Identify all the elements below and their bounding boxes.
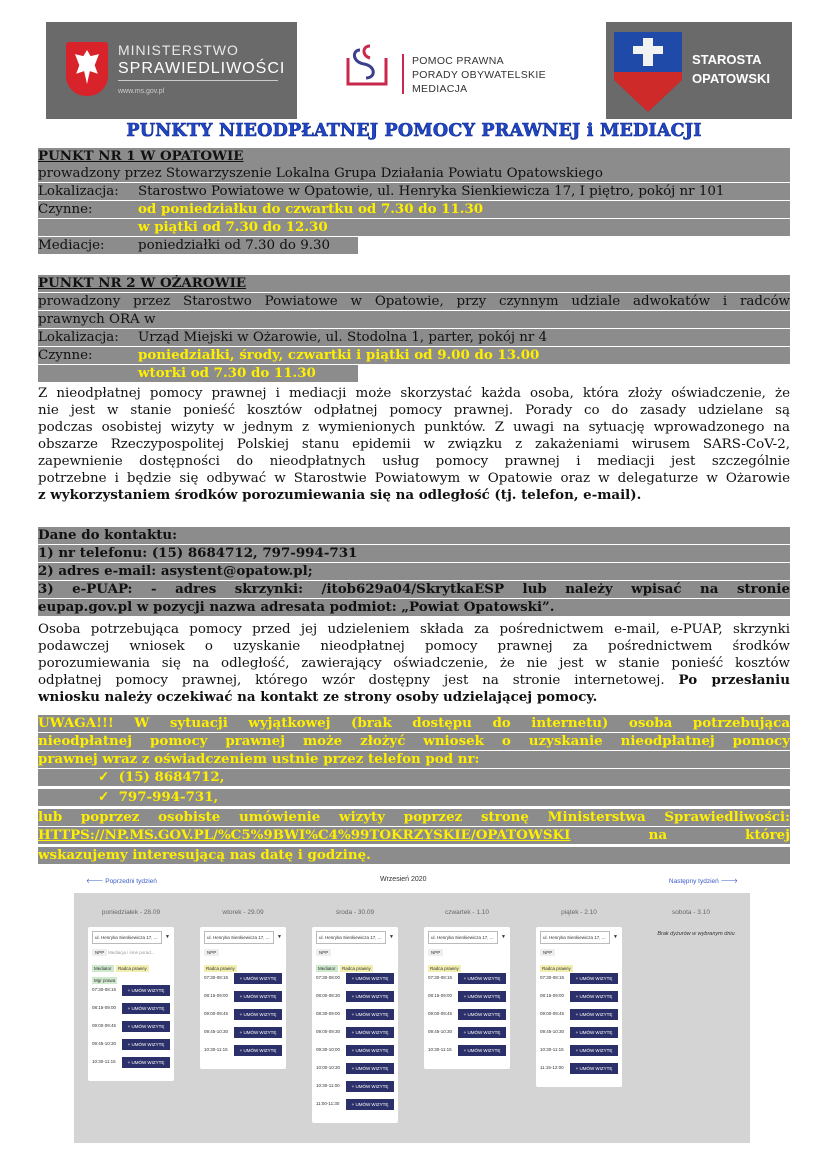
next-week-link[interactable]: Następny tydzień 🡒 (668, 878, 738, 885)
point1-mediation-row (38, 237, 358, 254)
contact-phone: 1) nr telefonu: (15) 8684712, 797-994-731 (38, 545, 790, 562)
npp-badge: NPP (92, 949, 107, 956)
starosta-line2: OPATOWSKI (692, 71, 770, 86)
warning-after-link: na której (648, 827, 790, 843)
time-slot: 09:00-09:45 (92, 1023, 117, 1028)
starosta-line1: STAROSTA (692, 52, 762, 67)
point1-open-label: Czynne: (38, 202, 93, 217)
warning-line-3: prawnej wraz z oświadczeniem ustnie przez telefon pod nr: (38, 751, 790, 768)
time-slot: 10:30-11:15 (428, 1047, 452, 1052)
point1-location-label: Lokalizacja: (38, 184, 119, 199)
book-visit-button[interactable]: + UMÓW WIZYTĘ (570, 1027, 618, 1038)
request-paragraph (38, 621, 790, 706)
legal-aid-line3: MEDIACJA (412, 83, 468, 95)
book-visit-button[interactable]: + UMÓW WIZYTĘ (458, 1027, 506, 1038)
time-slot: 09:30-10:00 (316, 1047, 341, 1052)
point2-open-2: wtorki od 7.30 do 11.30 (138, 365, 316, 381)
book-visit-button[interactable]: + UMÓW WIZYTĘ (346, 1009, 394, 1020)
time-slot: 11:00-11:30 (316, 1101, 340, 1106)
legal-aid-section-icon (342, 40, 392, 90)
warning-phone-2-text: 797-994-731, (118, 789, 219, 805)
book-visit-button[interactable]: + UMÓW WIZYTĘ (234, 1045, 282, 1056)
ministry-name-line2: SPRAWIEDLIWOŚCI (118, 60, 286, 77)
day-name: czwartek - 1.10 (444, 909, 490, 916)
time-slot: 07:30-08:15 (204, 975, 229, 980)
info-line: nie jest w stanie ponieść kosztów odpłatnej pomocy prawnej. Porady co do zasady udzielane są (38, 403, 790, 418)
point2-location-label: Lokalizacja: (38, 330, 119, 345)
time-slot: 09:45-10:30 (428, 1029, 453, 1034)
time-slot: 08:15-09:00 (92, 1005, 117, 1010)
chevron-down-icon[interactable]: ▼ (613, 934, 618, 940)
eagle-emblem-icon (66, 42, 108, 96)
role-tag: Radca prawny (342, 966, 371, 971)
request-line: Osoba potrzebująca pomocy przed jej udzieleniem składa za pośrednictwem e-mail, e-PUAP, skrzynki (38, 622, 790, 637)
book-visit-button[interactable]: + UMÓW WIZYTĘ (122, 1057, 170, 1068)
calendar-header (74, 869, 750, 894)
time-slot: 09:00-09:45 (540, 1011, 565, 1016)
day-name: piątek - 2.10 (561, 909, 597, 916)
book-visit-button[interactable]: + UMÓW WIZYTĘ (570, 991, 618, 1002)
day-name: środa - 30.09 (335, 909, 375, 916)
time-slot: 09:00-09:45 (204, 1011, 229, 1016)
chevron-down-icon[interactable]: ▼ (165, 934, 170, 940)
time-slot: 09:00-09:30 (316, 1029, 341, 1034)
book-visit-button[interactable]: + UMÓW WIZYTĘ (346, 991, 394, 1002)
point2-run-by-2: prawnych ORA w (38, 311, 790, 328)
legal-aid-text (412, 54, 546, 96)
point1-location: Starostwo Powiatowe w Opatowie, ul. Henryka Sienkiewicza 17, I piętro, pokój nr 101 (138, 184, 725, 199)
legal-aid-logo (336, 36, 586, 106)
role-tag: Radca prawny (118, 966, 147, 971)
point1-open-2: w piątki od 7.30 do 12.30 (138, 219, 328, 235)
point2-run-by-1: prowadzony przez Starostwo Powiatowe w Opatowie, przy czynnym udziale adwokatów i radców (38, 294, 790, 309)
contact-epuap-1: 3) e-PUAP: - adres skrzynki: /itob629a04/SkrytkaESP lub należy wpisać na stronie (38, 581, 790, 597)
info-line: potrzebne i będzie się odbywać w Starostwie Powiatowym w Opatowie oraz w delegaturze w Ożarowie (38, 471, 790, 486)
coat-of-arms-icon (614, 32, 682, 112)
ministry-name-line1: MINISTERSTWO (118, 42, 239, 58)
book-visit-button[interactable]: + UMÓW WIZYTĘ (122, 1003, 170, 1014)
book-visit-button[interactable]: + UMÓW WIZYTĘ (122, 1021, 170, 1032)
check-icon: ✓ (98, 789, 110, 805)
role-tag: Radca prawny (430, 966, 459, 971)
chevron-down-icon[interactable]: ▼ (277, 934, 282, 940)
time-slot: 08:15-09:00 (204, 993, 229, 998)
book-visit-button[interactable]: + UMÓW WIZYTĘ (234, 1009, 282, 1020)
booking-calendar (74, 869, 750, 1143)
time-slot: 10:30-11:15 (204, 1047, 228, 1052)
page-title: PUNKTY NIEODPŁATNEJ POMOCY PRAWNEJ i MEDIACJI (126, 121, 702, 141)
legal-aid-line2: PORADY OBYWATELSKIE (412, 69, 546, 81)
role-tag: Mediator (318, 966, 336, 971)
npp-badge: NPP (540, 949, 555, 956)
role-tag: Mgr prawa (94, 978, 116, 983)
info-line: zapewnienie dostępności do nieodpłatnych usług pomocy prawnej i mediacji jest szczególnie (38, 454, 790, 469)
warning-phone-1 (38, 769, 790, 786)
time-slot: 09:00-09:45 (428, 1011, 453, 1016)
no-duty-message: Brak dyżurów w wybranym dniu (657, 931, 735, 937)
book-visit-button[interactable]: + UMÓW WIZYTĘ (234, 991, 282, 1002)
location-select[interactable]: ul. Henryka Sienkiewicza 17, ... (428, 931, 498, 944)
point2-open-row (38, 347, 790, 364)
day-name: wtorek - 29.09 (222, 909, 264, 916)
time-slot: 10:30-11:15 (540, 1047, 564, 1052)
time-slot: 11:15-12:00 (540, 1065, 564, 1070)
legal-aid-divider (402, 54, 404, 94)
location-select[interactable]: ul. Henryka Sienkiewicza 17, ... (204, 931, 274, 944)
time-slot: 09:45-10:30 (540, 1029, 565, 1034)
ministry-divider (118, 80, 278, 81)
warning-line-4: lub poprzez osobiste umówienie wizyty poprzez stronę Ministerstwa Sprawiedliwości: (38, 809, 790, 825)
request-line: porozumiewania się na odległość, zawierający oświadczenie, że nie jest w stanie ponieść kosztów (38, 656, 790, 671)
point1-heading: PUNKT NR 1 W OPATOWIE (38, 148, 790, 165)
ministry-url: www.ms.gov.pl (118, 88, 165, 95)
point1-open-1: od poniedziałku do czwartku od 7.30 do 11.30 (138, 201, 484, 217)
warning-line-2: nieodpłatnej pomocy prawnej może złożyć wniosek o uzyskanie nieodpłatnej pomocy (38, 733, 790, 749)
legal-aid-line1: POMOC PRAWNA (412, 55, 504, 67)
point1-open-row (38, 201, 790, 218)
request-line-bold: wniosku należy oczekiwać na kontakt ze strony osoby udzielającej pomocy. (38, 689, 598, 705)
contact-epuap-2: eupap.gov.pl w pozycji nazwa adresata podmiot: „Powiat Opatowski”. (38, 599, 790, 616)
location-select[interactable]: ul. Henryka Sienkiewicza 17, ... (540, 931, 610, 944)
starosta-logo (606, 22, 792, 119)
point1-location-row (38, 183, 790, 200)
contact-email: 2) adres e-mail: asystent@opatow.pl; (38, 563, 790, 580)
warning-phone-2 (38, 789, 790, 806)
warning-phone-1-text: (15) 8684712, (118, 769, 225, 785)
info-line: podczas osobistej wizyty w jednym z wymienionych punktów. Z uwagi na sytuację wprowadzonego na (38, 420, 790, 435)
point2-heading: PUNKT NR 2 W OŻAROWIE (38, 275, 790, 292)
service-filter[interactable]: Mediacja i inne porad... (108, 950, 155, 955)
warning-line-1: UWAGA!!! W sytuacji wyjątkowej (brak dostępu do internetu) osoba potrzebująca (38, 715, 790, 731)
point1-open-row-2 (38, 219, 790, 236)
day-card (88, 927, 174, 1081)
day-name: sobota - 3.10 (672, 909, 710, 916)
book-visit-button[interactable]: + UMÓW WIZYTĘ (458, 991, 506, 1002)
request-line: odpłatnej pomocy prawnej, którego wzór dostępny jest na stronie internetowej. Po przesłaniu (38, 672, 790, 688)
time-slot: 07:30-08:15 (428, 975, 453, 980)
prev-week-link[interactable]: 🡐 Poprzedni tydzień (86, 878, 157, 885)
calendar-month: Wrzesień 2020 (380, 876, 427, 883)
book-visit-button[interactable]: + UMÓW WIZYTĘ (346, 973, 394, 984)
location-select[interactable]: ul. Henryka Sienkiewicza 17, ... (92, 931, 162, 944)
info-line: Z nieodpłatnej pomocy prawnej i mediacji może skorzystać każda osoba, która złoży oświadczenie, że (38, 386, 790, 401)
time-slot: 07:30-08:15 (540, 975, 565, 980)
time-slot: 08:15-09:00 (428, 993, 453, 998)
chevron-down-icon[interactable]: ▼ (389, 934, 394, 940)
check-icon: ✓ (98, 769, 110, 785)
role-tag: Mediator (94, 966, 112, 971)
info-paragraph (38, 385, 790, 504)
role-tag: Radca prawny (542, 966, 571, 971)
warning-line-6: wskazujemy interesującą nas datę i godzinę. (38, 847, 790, 864)
starosta-text (692, 50, 770, 88)
point1-run-by: prowadzony przez Stowarzyszenie Lokalna Grupa Działania Powiatu Opatowskiego (38, 165, 790, 182)
day-card (536, 927, 622, 1087)
book-visit-button[interactable]: + UMÓW WIZYTĘ (346, 1045, 394, 1056)
time-slot: 10:30-11:15 (92, 1059, 116, 1064)
book-visit-button[interactable]: + UMÓW WIZYTĘ (122, 1039, 170, 1050)
warning-link-row (38, 827, 790, 844)
day-card (200, 927, 286, 1069)
book-visit-button[interactable]: + UMÓW WIZYTĘ (570, 1009, 618, 1020)
point2-open-1: poniedziałki, środy, czwartki i piątki od 9.00 do 13.00 (138, 347, 540, 363)
time-slot: 08:15-09:00 (540, 993, 565, 998)
day-name: poniedziałek - 28.09 (101, 909, 161, 916)
day-card (424, 927, 510, 1069)
time-slot: 10:30-11:00 (316, 1083, 340, 1088)
time-slot: 09:45-10:30 (204, 1029, 229, 1034)
time-slot: 08:30-09:00 (316, 1011, 341, 1016)
point2-location-row (38, 329, 790, 346)
book-visit-button[interactable]: + UMÓW WIZYTĘ (570, 973, 618, 984)
book-visit-button[interactable]: + UMÓW WIZYTĘ (570, 1063, 618, 1074)
npp-badge: NPP (428, 949, 443, 956)
book-visit-button[interactable]: + UMÓW WIZYTĘ (122, 985, 170, 996)
chevron-down-icon[interactable]: ▼ (501, 934, 506, 940)
book-visit-button[interactable]: + UMÓW WIZYTĘ (346, 1099, 394, 1110)
book-visit-button[interactable]: + UMÓW WIZYTĘ (234, 973, 282, 984)
book-visit-button[interactable]: + UMÓW WIZYTĘ (570, 1045, 618, 1056)
book-visit-button[interactable]: + UMÓW WIZYTĘ (458, 973, 506, 984)
npp-badge: NPP (204, 949, 219, 956)
time-slot: 07:30-08:15 (92, 987, 117, 992)
npp-badge: NPP (316, 949, 331, 956)
info-line: obszarze Rzeczypospolitej Polskiej stanu epidemii w związku z zakażeniami wirusem SARS-CoV-2, (38, 437, 790, 452)
book-visit-button[interactable]: + UMÓW WIZYTĘ (346, 1063, 394, 1074)
role-tag: Radca prawny (206, 966, 235, 971)
book-visit-button[interactable]: + UMÓW WIZYTĘ (234, 1027, 282, 1038)
time-slot: 10:00-10:30 (316, 1065, 341, 1070)
point2-location: Urząd Miejski w Ożarowie, ul. Stodolna 1, parter, pokój nr 4 (138, 330, 548, 345)
ministry-booking-link[interactable]: HTTPS://NP.MS.GOV.PL/%C5%9BWI%C4%99TOKRZYSKIE/OPATOWSKI (38, 827, 571, 843)
point1-mediation: poniedziałki od 7.30 do 9.30 (138, 238, 331, 253)
location-select[interactable]: ul. Henryka Sienkiewicza 17, ... (316, 931, 386, 944)
book-visit-button[interactable]: + UMÓW WIZYTĘ (458, 1009, 506, 1020)
point2-open-label: Czynne: (38, 348, 93, 363)
ministry-logo (46, 22, 297, 119)
point2-open-row-2 (38, 365, 358, 382)
book-visit-button[interactable]: + UMÓW WIZYTĘ (458, 1045, 506, 1056)
book-visit-button[interactable]: + UMÓW WIZYTĘ (346, 1027, 394, 1038)
day-card (312, 927, 398, 1123)
request-line: podawczej wniosek o uzyskanie nieodpłatnej pomocy prawnej za pośrednictwem środków (38, 639, 790, 654)
contact-heading: Dane do kontaktu: (38, 527, 790, 544)
time-slot: 09:45-10:30 (92, 1041, 117, 1046)
point1-mediation-label: Mediacje: (38, 238, 105, 253)
book-visit-button[interactable]: + UMÓW WIZYTĘ (346, 1081, 394, 1092)
info-line-bold: z wykorzystaniem środków porozumiewania się na odległość (tj. telefon, e-mail). (38, 487, 642, 503)
time-slot: 07:30-08:00 (316, 975, 341, 980)
time-slot: 08:00-08:30 (316, 993, 341, 998)
